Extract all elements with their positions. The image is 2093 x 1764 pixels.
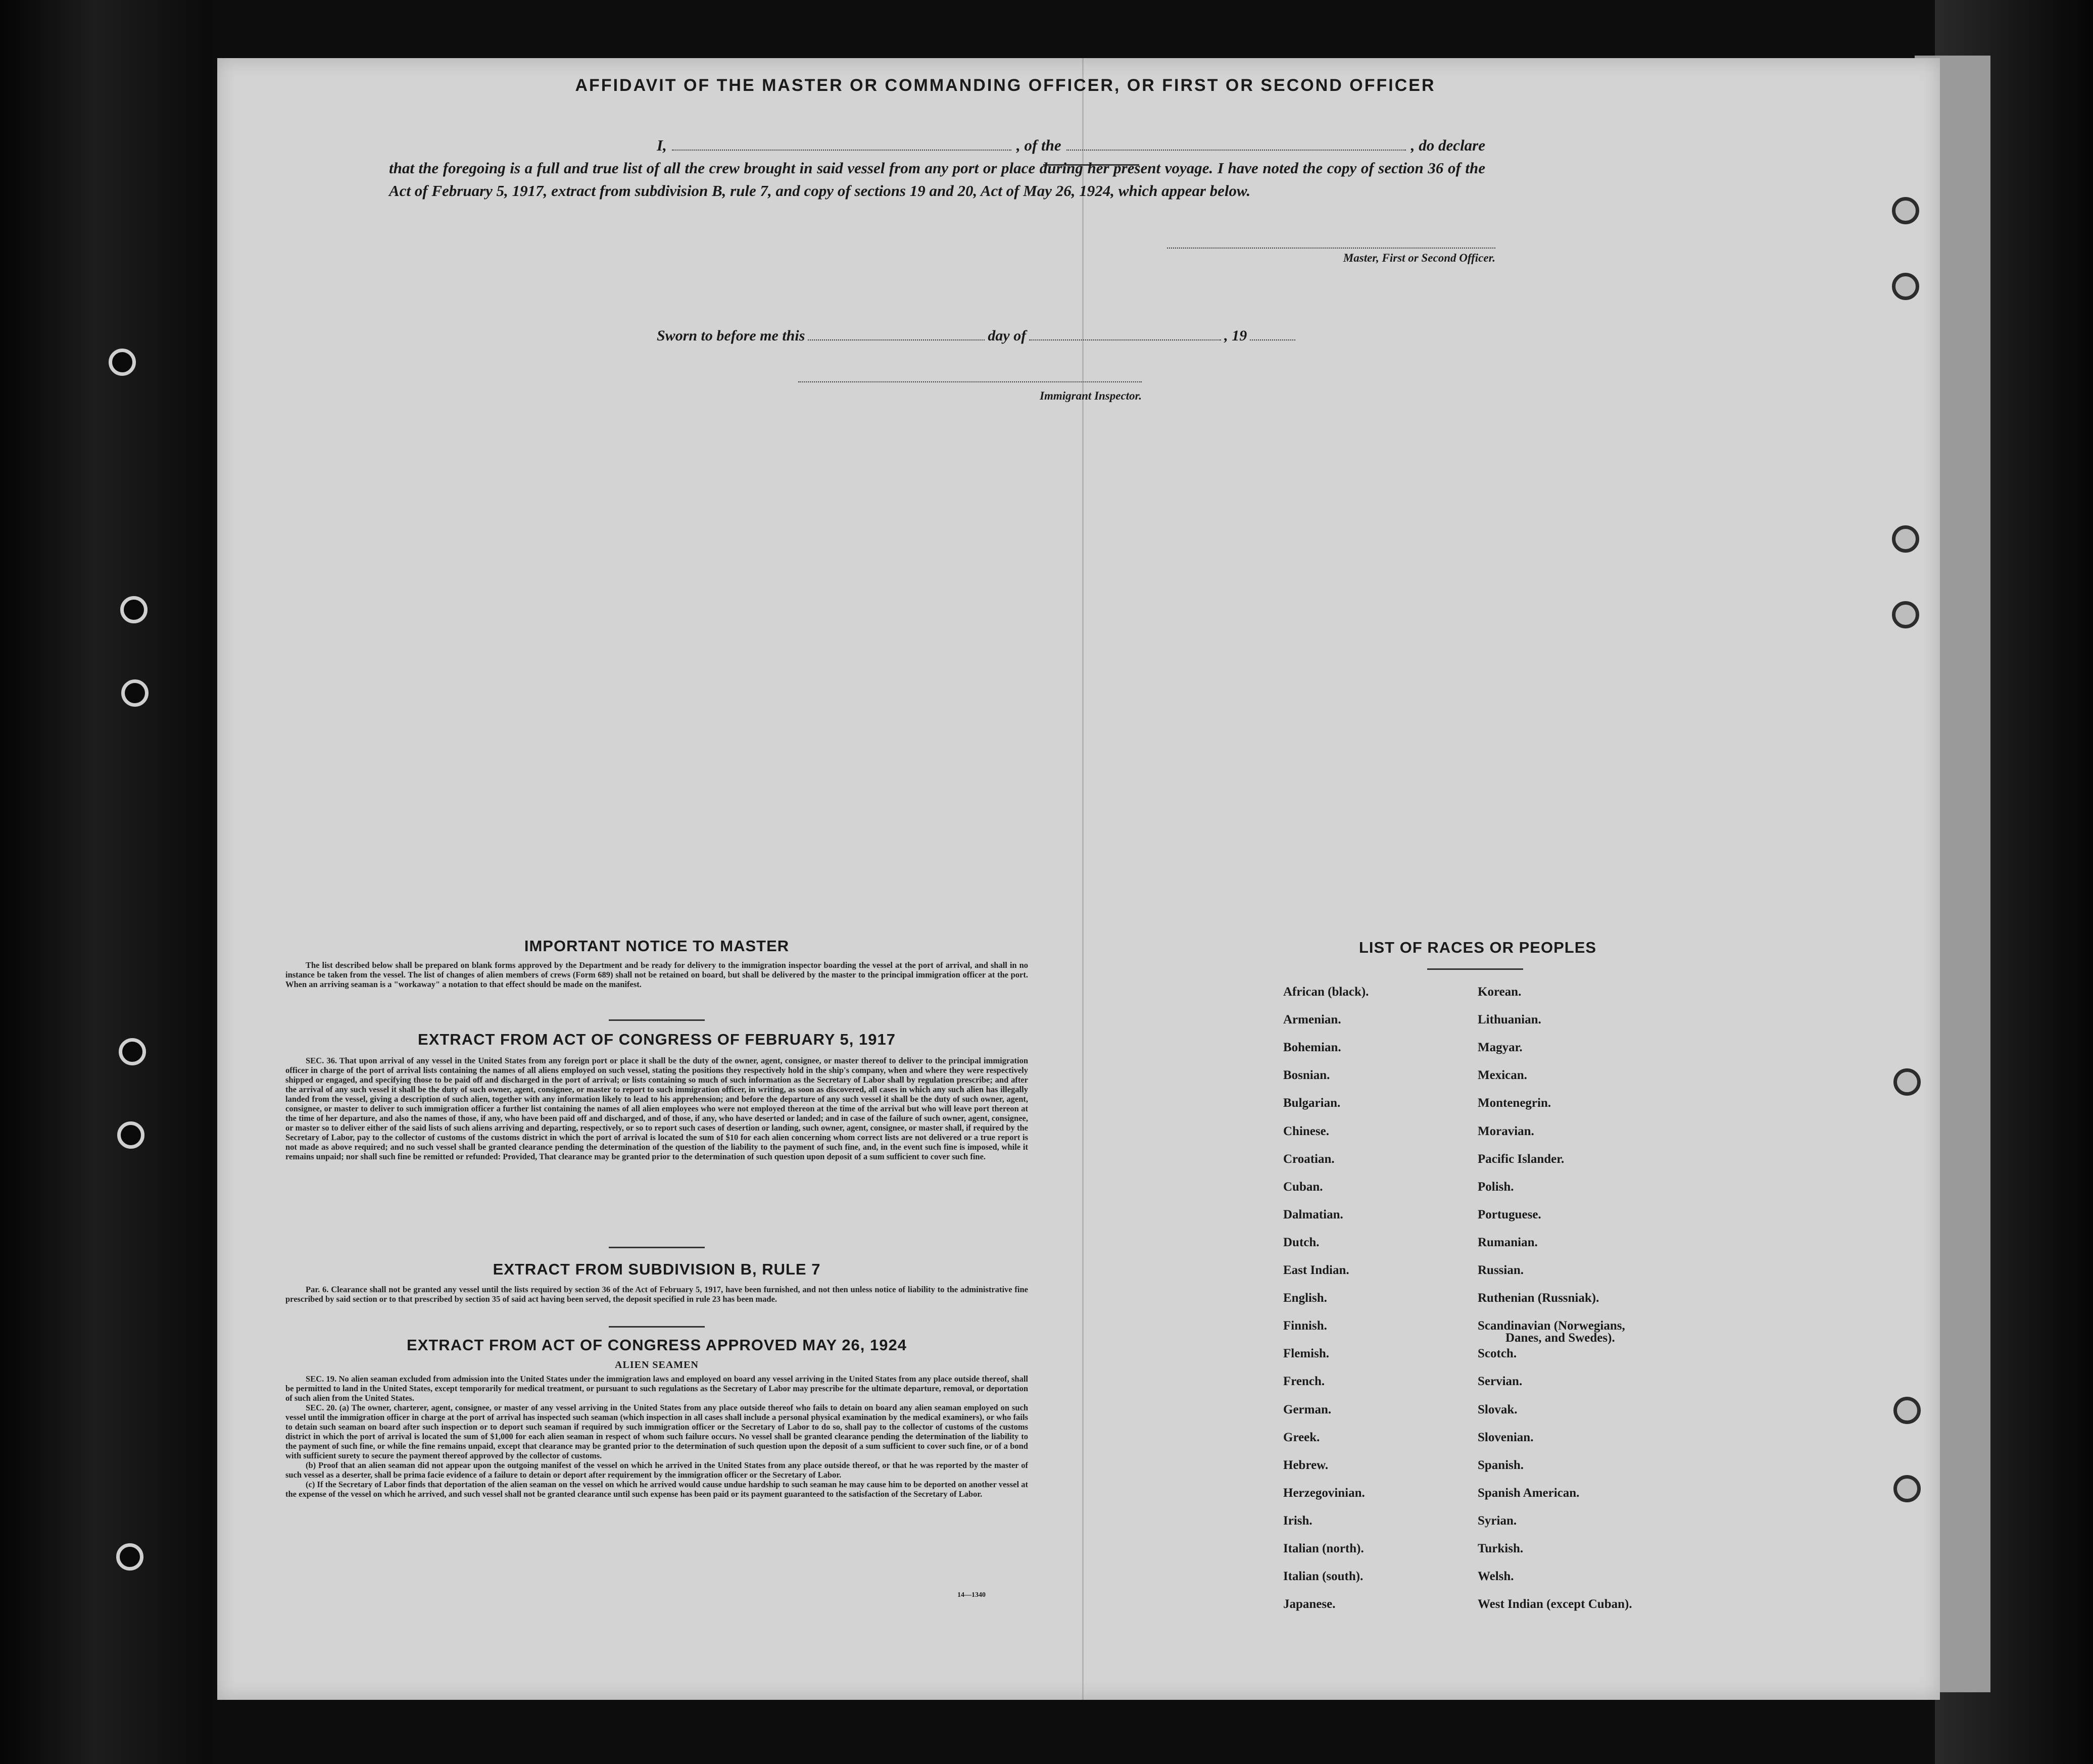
punch-hole-icon bbox=[117, 1121, 144, 1149]
affidavit-declaration-text: that the foregoing is a full and true list of all the crew brought in said vessel from any port or place during her present voyage. I have noted the copy of section 36 of the Act of February 5, 1917, extract from subdivision B, rule 7, and copy of sections 19 and 20, Act of May 26, 1924, which appear below. bbox=[389, 159, 1485, 200]
divider bbox=[609, 1326, 705, 1328]
race-item: Scandinavian (Norwegians, bbox=[1478, 1319, 1625, 1333]
extract-1917-section bbox=[285, 1031, 1028, 1161]
extract-1924-section bbox=[285, 1336, 1028, 1499]
race-item: Armenian. bbox=[1283, 1013, 1341, 1027]
sworn-date-field[interactable] bbox=[808, 328, 985, 340]
race-item: Irish. bbox=[1283, 1513, 1312, 1528]
extract-1924-title: EXTRACT FROM ACT OF CONGRESS APPROVED MAY 26, 1924 bbox=[407, 1336, 907, 1354]
race-item: Welsh. bbox=[1478, 1570, 1514, 1584]
race-item: Ruthenian (Russniak). bbox=[1478, 1291, 1599, 1305]
race-item: Italian (north). bbox=[1283, 1542, 1364, 1555]
race-item: Chinese. bbox=[1283, 1124, 1329, 1138]
sworn-line bbox=[657, 327, 1339, 345]
extract-1917-title: EXTRACT FROM ACT OF CONGRESS OF FEBRUARY 5, 1917 bbox=[418, 1031, 896, 1048]
sworn-year-field[interactable] bbox=[1250, 328, 1295, 340]
sec20b-text: (b) Proof that an alien seaman did not appear upon the outgoing manifest of the vessel on which he arrived in the United States from any place outside thereof, or that he was reported by the master of such vessel as a deserter, shall be prima facie evidence of a failure to detain or deport after requirement by the immigration officer or the Secretary of Labor. bbox=[285, 1460, 1028, 1480]
notice-title: IMPORTANT NOTICE TO MASTER bbox=[524, 937, 790, 955]
race-item: Scotch. bbox=[1478, 1347, 1517, 1361]
affidavit-title: AFFIDAVIT OF THE MASTER OR COMMANDING OFFICER, OR FIRST OR SECOND OFFICER bbox=[575, 76, 1436, 95]
affidavit-i-label: I, bbox=[657, 136, 667, 154]
punch-hole-icon bbox=[119, 1038, 146, 1065]
divider bbox=[609, 1019, 705, 1021]
inspector-signature-block bbox=[798, 381, 1142, 403]
extract-rule7-title: EXTRACT FROM SUBDIVISION B, RULE 7 bbox=[493, 1260, 821, 1278]
race-item: Hebrew. bbox=[1283, 1458, 1329, 1472]
notice-section bbox=[285, 937, 1028, 989]
race-item: Lithuanian. bbox=[1478, 1013, 1541, 1027]
race-item: Croatian. bbox=[1283, 1152, 1335, 1166]
race-item: Slovenian. bbox=[1478, 1430, 1534, 1444]
sworn-label: Sworn to before me this bbox=[657, 327, 805, 344]
race-item: Dalmatian. bbox=[1283, 1207, 1343, 1221]
extract-rule7-section bbox=[285, 1260, 1028, 1304]
sworn-month-field[interactable] bbox=[1029, 328, 1221, 340]
punch-hole-icon bbox=[121, 679, 149, 707]
race-item: German. bbox=[1283, 1402, 1332, 1416]
race-item: Greek. bbox=[1283, 1430, 1320, 1444]
race-item: Japanese. bbox=[1283, 1597, 1336, 1611]
races-title: LIST OF RACES OR PEOPLES bbox=[1358, 939, 1597, 956]
race-item: French. bbox=[1283, 1375, 1325, 1389]
extract-1924-subtitle: ALIEN SEAMEN bbox=[615, 1359, 699, 1370]
race-item: Turkish. bbox=[1478, 1542, 1524, 1555]
punch-hole-icon bbox=[1893, 1397, 1921, 1424]
race-item: Syrian. bbox=[1478, 1513, 1517, 1528]
affidavit-body bbox=[389, 134, 1485, 202]
race-item: West Indian (except Cuban). bbox=[1478, 1597, 1632, 1611]
punch-hole-icon bbox=[120, 596, 148, 623]
race-item: Herzegovinian. bbox=[1283, 1486, 1365, 1500]
race-item: Rumanian. bbox=[1478, 1235, 1538, 1249]
scan-background-left bbox=[0, 0, 212, 1764]
race-item: Finnish. bbox=[1283, 1319, 1327, 1333]
race-item: Russian. bbox=[1478, 1263, 1524, 1277]
name-field[interactable] bbox=[672, 136, 1011, 151]
extract-rule7-text: Par. 6. Clearance shall not be granted any vessel until the lists required by section 36 of the Act of February 5, 1917, have been furnished, and not then unless notice of liability to the administrative fine prescribed by said section or to that prescribed by section 35 of said act having been served, the deposit specified in rule 23 has been made. bbox=[285, 1285, 1028, 1304]
affidavit-of-the-label: , of the bbox=[1016, 136, 1061, 154]
inspector-signature-field[interactable] bbox=[798, 381, 1142, 382]
race-item: Montenegrin. bbox=[1478, 1096, 1551, 1110]
race-item: African (black). bbox=[1283, 985, 1369, 999]
punch-hole-icon bbox=[109, 349, 136, 376]
form-number: 14—1340 bbox=[957, 1591, 986, 1599]
race-item: Servian. bbox=[1478, 1375, 1523, 1389]
race-item: Italian (south). bbox=[1283, 1570, 1364, 1584]
fold-line bbox=[1082, 58, 1084, 1700]
race-item: Flemish. bbox=[1283, 1347, 1329, 1361]
inspector-label: Immigrant Inspector. bbox=[1040, 389, 1142, 402]
sworn-day-label: day of bbox=[988, 327, 1027, 344]
sec19-text: SEC. 19. No alien seaman excluded from admission into the United States under the immigration laws and employed on board any vessel arriving in the United States from any place outside thereof, shall be permitted to land in the United States, except temporarily for medical treatment, or pursuant to such regulations as the Secretary of Labor may prescribe for the ultimate departure, removal, or deportation of such alien from the United States. bbox=[285, 1374, 1028, 1403]
race-item: Portuguese. bbox=[1478, 1207, 1541, 1221]
race-item: Bulgarian. bbox=[1283, 1096, 1341, 1110]
race-item: Dutch. bbox=[1283, 1235, 1320, 1249]
divider bbox=[1427, 968, 1523, 970]
race-item: Spanish. bbox=[1478, 1458, 1524, 1472]
race-item: Slovak. bbox=[1478, 1402, 1518, 1416]
punch-hole-icon bbox=[1892, 525, 1919, 553]
race-item: Spanish American. bbox=[1478, 1486, 1580, 1500]
race-item: East Indian. bbox=[1283, 1263, 1349, 1277]
punch-hole-icon bbox=[1892, 601, 1919, 628]
race-item: English. bbox=[1283, 1291, 1327, 1305]
master-signature-block bbox=[1041, 248, 1495, 265]
extract-1917-text: SEC. 36. That upon arrival of any vessel in the United States from any foreign port or place it shall be the duty of the owner, agent, consignee, or master thereof to deliver to the principal immigration officer in charge of the port of arrival lists containing the names of all aliens employed on such vessel, stating the positions they respectively hold in the ship's company, when and where they were respectively shipped or engaged, and specifying those to be paid off and discharged in the port of arrival; or lists containing so much of such information as the Secretary of Labor shall by regulation prescribe; and after the arrival of any such vessel it shall be the duty of such owner, agent, consignee, or master to report to such immigration officer, in writing, as soon as discovered, all cases in which any such alien has illegally landed from the vessel, giving a description of such alien, together with any information likely to lead to his apprehension; and before the departure of any such vessel it shall be the duty of such owner, agent, consignee, or master to deliver to such immigration officer a further list containing the names of all alien employees who were not employed thereon at the time of the arrival but who will leave port thereon at the time of her departure, and also the names of those, if any, who have been paid off and discharged, and of those, if any, who have deserted or landed; and in case of the failure of such owner, agent, consignee, or master so to deliver either of the said lists of such aliens arriving and departing, respectively, or so to report such cases of desertion or landing, such owner, agent, consignee, or master shall, if required by the Secretary of Labor, pay to the collector of customs of the customs district in which the port of arrival is located the sum of $10 for each alien concerning whom correct lists are not delivered or a true report is not made as above required; and no such vessel shall be granted clearance pending the determination of the question of the liability to the payment of such fine, and, in the event such fine is imposed, while it remains unpaid; nor shall such fine be remitted or refunded: Provided, That clearance may be granted prior to the determination of such question upon deposit of a sum sufficient to cover such fine. bbox=[285, 1056, 1028, 1161]
race-item: Polish. bbox=[1478, 1180, 1514, 1194]
punch-hole-icon bbox=[1893, 1475, 1921, 1502]
punch-hole-icon bbox=[1892, 273, 1919, 300]
punch-hole-icon bbox=[1893, 1068, 1921, 1096]
race-item: Korean. bbox=[1478, 985, 1522, 999]
race-item-continuation: Danes, and Swedes). bbox=[1505, 1331, 1615, 1345]
punch-hole-icon bbox=[116, 1543, 143, 1571]
sec20c-text: (c) If the Secretary of Labor finds that deportation of the alien seaman on the vessel on which he arrived would cause undue hardship to such seaman he may cause him to be deported on another vessel at the expense of the vessel on which he arrived, and such vessel shall not be granted clearance until such expense has been paid or its payment guaranteed to the satisfaction of the Secretary of Labor. bbox=[285, 1480, 1028, 1499]
vessel-field[interactable] bbox=[1066, 136, 1406, 151]
race-item: Bosnian. bbox=[1283, 1068, 1330, 1083]
race-item: Cuban. bbox=[1283, 1180, 1323, 1194]
race-item: Pacific Islander. bbox=[1478, 1152, 1565, 1166]
race-item: Moravian. bbox=[1478, 1124, 1534, 1138]
race-item: Bohemian. bbox=[1283, 1041, 1341, 1055]
master-signature-field[interactable] bbox=[1167, 248, 1495, 249]
affidavit-declare-label: , do declare bbox=[1410, 136, 1486, 154]
divider bbox=[609, 1247, 705, 1248]
notice-text: The list described below shall be prepared on blank forms approved by the Department and be ready for delivery to the immigration inspector boarding the vessel at the port of arrival, and shall in no instance be taken from the vessel. The list of changes of alien members of crews (Form 689) shall not be retained on board, but shall be delivered by the master to the principal immigration officer at the port. When an arriving seaman is a "workaway" a notation to that effect should be made on the manifest. bbox=[285, 960, 1028, 989]
affidavit-first-line bbox=[389, 134, 1485, 157]
sec20a-text: SEC. 20. (a) The owner, charterer, agent, consignee, or master of any vessel arriving in the United States from any place outside thereof who fails to detain on board any alien seaman employed on such vessel until the immigration officer in charge at the port of arrival has inspected such seaman (which inspection in all cases shall include a personal physical examination by the medical examiners), or who fails to detain such seaman on board after such inspection or to deport such seaman if required by such immigration officer or the Secretary of Labor to do so, shall pay to the collector of customs of the customs district in which the port of arrival is located the sum of $1,000 for each alien seaman in respect of whom such failure occurs. No vessel shall be granted clearance pending the determination of the liability to the payment of such fine, or while the fine remains unpaid, except that clearance may be granted prior to the determination of such question upon the deposit of a sum sufficient to cover such fine, or of a bond with sufficient surety to secure the payment thereof approved by the collector of customs. bbox=[285, 1403, 1028, 1460]
sworn-year-label: , 19 bbox=[1224, 327, 1247, 344]
punch-hole-icon bbox=[1892, 197, 1919, 224]
master-signature-label: Master, First or Second Officer. bbox=[1343, 252, 1495, 264]
race-item: Magyar. bbox=[1478, 1041, 1523, 1055]
race-item: Mexican. bbox=[1478, 1068, 1527, 1083]
